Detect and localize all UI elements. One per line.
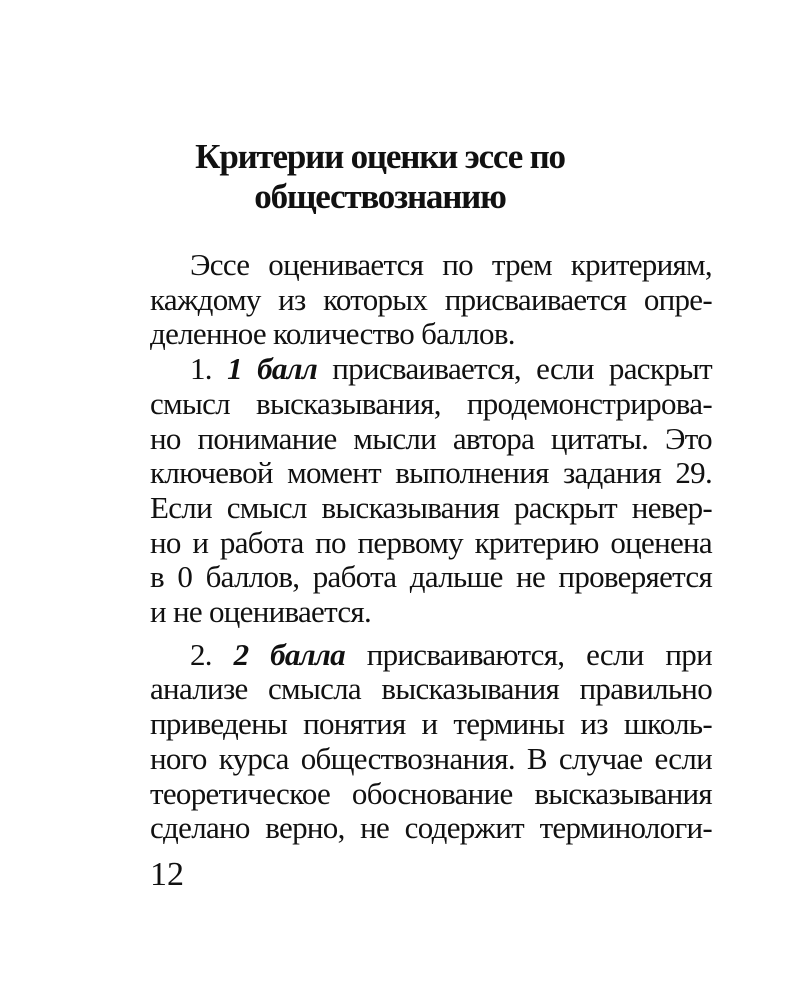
criterion-1-line: но и работа по первому критерию оценена [150,524,712,560]
criterion-1-line: смысл высказывания, продемонстрирова- [150,385,712,421]
page-number: 12 [150,856,184,893]
criterion-1-number: 1. [190,351,212,387]
criterion-2-score: 2 балла [233,636,345,672]
title-line-2: обществознанию [254,177,506,216]
page-title [130,137,630,217]
criterion-1-line: в 0 баллов, работа дальше не проверяется [150,559,712,595]
criterion-2-number: 2. [190,636,212,672]
criterion-1-first-line [150,352,712,387]
intro-paragraph [150,248,712,352]
title-line-1: Критерии оценки эссе по [195,137,565,176]
criterion-2-line: ного курса обществознания. В случае если [150,740,712,776]
criterion-1-line: но понимание мысли автора цитаты. Это [150,420,712,456]
criterion-2-line: теоретическое обоснование высказывания [150,775,712,811]
criterion-2-first-line-text: присваиваются, если при [366,636,712,672]
criterion-2-line: приведены понятия и термины из школь- [150,706,712,742]
criterion-2-paragraph [150,638,712,846]
criterion-2-line: сделано верно, не содержит терминологи- [150,810,712,846]
criterion-1-line: ключевой момент выполнения задания 29. [150,455,712,491]
criterion-1-line: и не оценивается. [150,594,372,630]
intro-line: каждому из которых присваивается опре- [150,281,712,317]
intro-line: деленное количество баллов. [150,316,515,352]
criterion-2-first-line [150,638,712,673]
criterion-1-score: 1 балл [227,351,318,387]
criterion-1-paragraph [150,352,712,630]
intro-line: Эссе оценивается по трем критериям, [190,247,712,282]
body-text [150,248,712,846]
criterion-2-line: анализе смысла высказывания правильно [150,671,712,707]
criterion-1-first-line-text: присваивается, если раскрыт [332,351,712,387]
criterion-1-line: Если смысл высказывания раскрыт невер- [150,489,712,525]
